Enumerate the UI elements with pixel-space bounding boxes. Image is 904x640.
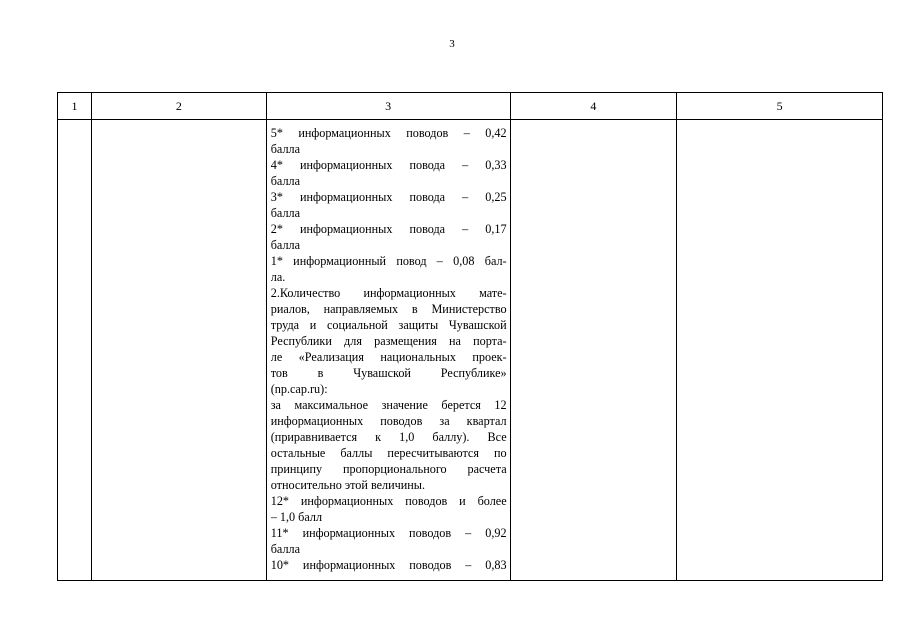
text-line: 12* информационных поводов и более (270, 494, 507, 508)
text-line: остальные баллы пересчитываются по (270, 446, 507, 460)
text-line: 2* информационных повода – 0,17 (270, 222, 507, 236)
text-line: принципу пропорционального расчета (270, 462, 507, 476)
text-line: 4* информационных повода – 0,33 (270, 158, 507, 172)
column-header-2: 2 (92, 93, 267, 120)
text-line: (приравнивается к 1,0 баллу). Все (270, 430, 507, 444)
text-line: – 1,0 балл (270, 510, 323, 524)
page-number: 3 (449, 38, 455, 50)
text-line: (np.cap.ru): (270, 382, 328, 396)
text-line: 1* информационный повод – 0,08 бал- (270, 254, 507, 268)
text-line: 2.Количество информационных мате- (270, 286, 507, 300)
criteria-description (267, 120, 510, 573)
text-line: Республики для размещения на порта- (270, 334, 507, 348)
text-line: тов в Чувашской Республике» (270, 366, 507, 380)
cell-col2 (92, 120, 267, 581)
column-header-3: 3 (266, 93, 510, 120)
text-line: труда и социальной защиты Чувашской (270, 318, 507, 332)
text-line: ле «Реализация национальных проек- (270, 350, 507, 364)
column-header-1: 1 (58, 93, 92, 120)
text-line: риалов, направляемых в Министерство (270, 302, 507, 316)
text-line: 3* информационных повода – 0,25 (270, 190, 507, 204)
text-line: балла (270, 206, 301, 220)
cell-col5 (677, 120, 883, 581)
text-line: 5* информационных поводов – 0,42 (270, 126, 507, 140)
cell-col1 (58, 120, 92, 581)
text-line: балла (270, 238, 301, 252)
column-header-5: 5 (677, 93, 883, 120)
table-header-row (58, 93, 883, 120)
column-header-4: 4 (510, 93, 677, 120)
text-line: ла. (270, 270, 286, 284)
criteria-table (57, 92, 883, 581)
text-line: 10* информационных поводов – 0,83 (270, 558, 507, 572)
cell-col3 (266, 120, 510, 581)
table-row (58, 120, 883, 581)
text-line: относительно этой величины. (270, 478, 426, 492)
cell-col4 (510, 120, 677, 581)
text-line: балла (270, 542, 301, 556)
text-line: балла (270, 142, 301, 156)
text-line: 11* информационных поводов – 0,92 (270, 526, 507, 540)
text-line: за максимальное значение берется 12 (270, 398, 507, 412)
text-line: балла (270, 174, 301, 188)
text-line: информационных поводов за квартал (270, 414, 507, 428)
